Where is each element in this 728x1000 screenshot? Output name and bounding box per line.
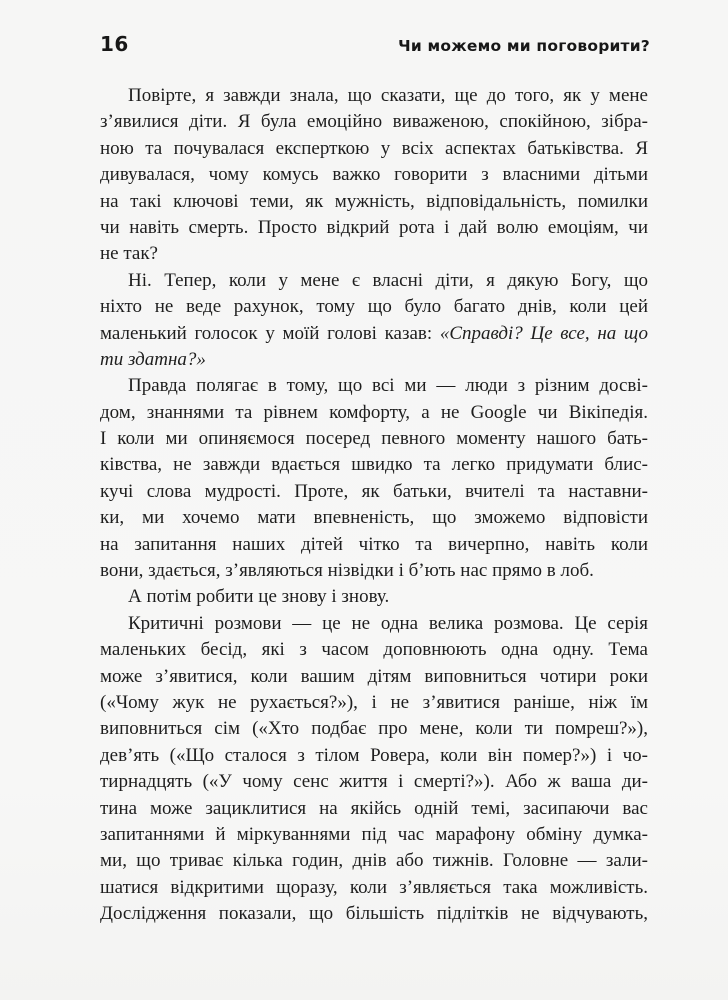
text-line: А потім робити це знову і знову. — [128, 586, 390, 608]
text-line: ною та почувалася експерткою у всіх аспектах батьківства. Я — [100, 137, 648, 159]
text-line: тина може зациклитися на якійсь одній темі, засипаючи вас — [100, 797, 648, 819]
text-line: вони, здається, з’являються нізвідки і б’ють нас прямо в лоб. — [100, 560, 594, 582]
text-line: ти здатна?» — [100, 348, 206, 370]
text-line: на запитання наших дітей чітко та вичерпно, навіть коли — [100, 533, 648, 555]
text-line: маленький голосок у моїй голові казав: «Справді? Це все, на що — [100, 322, 649, 344]
page-header — [100, 32, 650, 56]
text-line: з’явилися діти. Я була емоційно виваженою, спокійною, зібра- — [100, 111, 648, 133]
text-line: дом, знаннями та рівнем комфорту, а не Google чи Вікіпедія. — [100, 401, 648, 423]
text-line: виповниться сім («Хто подбає про мене, коли ти помреш?»), — [100, 718, 648, 740]
text-line: може з’явитися, коли вашим дітям виповниться чотири роки — [100, 665, 648, 687]
text-line: запитаннями й міркуваннями під час марафону обміну думка- — [100, 823, 648, 845]
text-line: Дослідження показали, що більшість підлітків не відчувають, — [100, 903, 648, 925]
text-line: ківства, не завжди вдається швидко та легко придумати блис- — [100, 454, 648, 476]
text-line: Повірте, я завжди знала, що сказати, ще до того, як у мене — [128, 85, 648, 106]
text-line: ніхто не веде рахунок, тому що було багато днів, коли цей — [100, 296, 648, 318]
running-title: Чи можемо ми поговорити? — [398, 37, 650, 55]
text-line: чи навіть смерть. Просто відкрий рота і дай волю емоціям, чи — [100, 216, 648, 238]
text-line: кучі слова мудрості. Проте, як батьки, вчителі та наставни- — [100, 480, 648, 502]
text-line: І коли ми опиняємося посеред певного моменту нашого бать- — [100, 428, 648, 450]
text-line: дивувалася, чому комусь важко говорити з власними дітьми — [100, 164, 648, 186]
text-line: ки, ми хочемо мати впевненість, що зможемо відповісти — [100, 507, 648, 529]
page-number: 16 — [100, 32, 129, 56]
text-line: не так? — [100, 243, 158, 265]
text-line: дев’ять («Що сталося з тілом Ровера, коли він помер?») і чо- — [100, 744, 648, 766]
text-line: шатися відкритими щоразу, коли з’являється така можливість. — [100, 876, 648, 898]
text-line: Ні. Тепер, коли у мене є власні діти, я дякую Богу, що — [128, 269, 648, 291]
text-line: на такі ключові теми, як мужність, відповідальність, помилки — [100, 190, 648, 212]
body-text — [100, 83, 648, 928]
text-line: тирнадцять («У чому сенс життя і смерті?»). Або ж ваша ди- — [100, 771, 648, 793]
text-line: Критичні розмови — це не одна велика розмова. Це серія — [128, 612, 648, 634]
text-line: («Чому жук не рухається?»), і не з’явитися раніше, ніж їм — [100, 691, 648, 713]
text-line: ми, що триває кілька годин, днів або тижнів. Головне — зали- — [100, 850, 648, 872]
text-line: Правда полягає в тому, що всі ми — люди з різним досві- — [128, 375, 648, 397]
text-line: маленьких бесід, які з часом доповнюють одна одну. Тема — [100, 639, 648, 661]
